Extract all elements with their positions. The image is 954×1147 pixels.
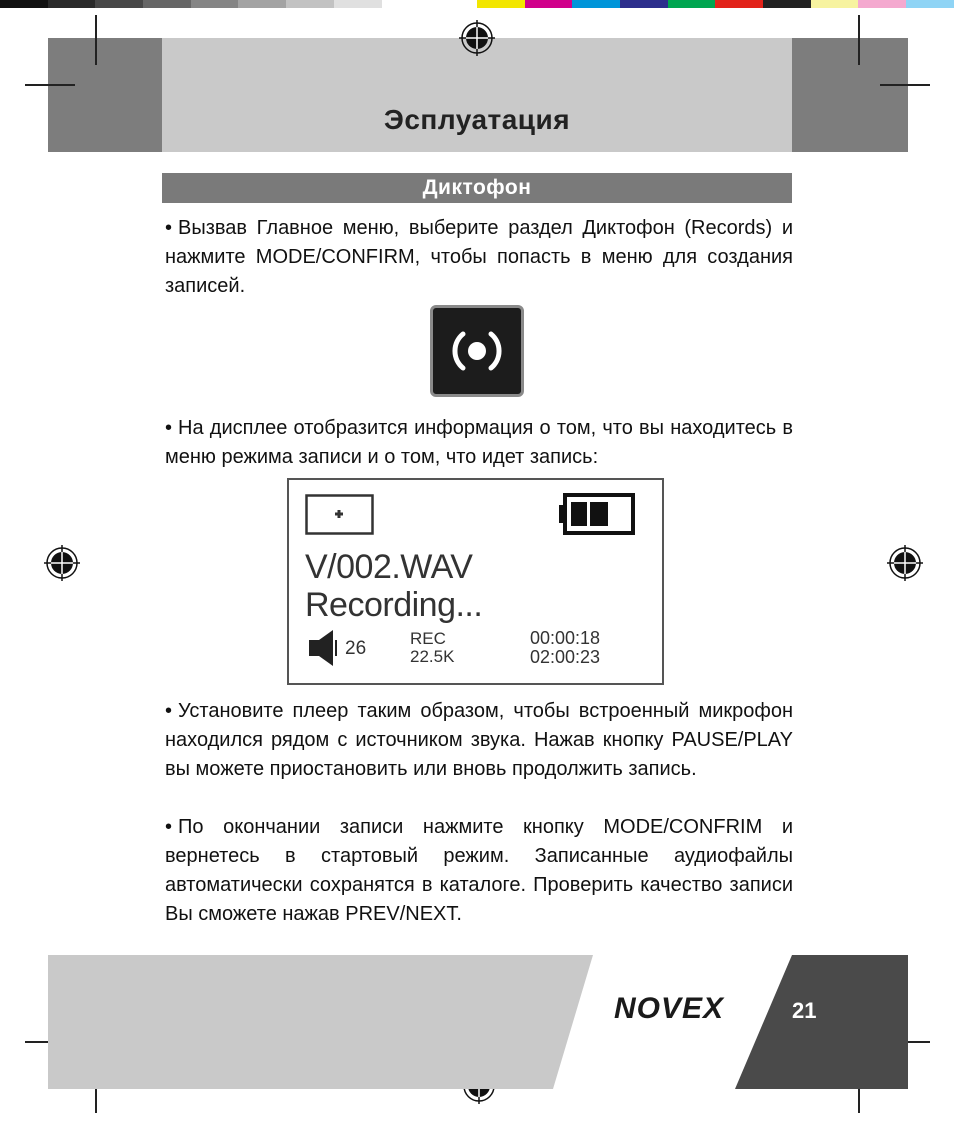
calibration-swatch [429, 0, 477, 8]
calibration-swatch [477, 0, 525, 8]
registration-mark-icon [457, 18, 497, 58]
speaker-icon [307, 628, 341, 668]
calibration-swatch [668, 0, 716, 8]
calibration-swatch [0, 0, 48, 8]
calibration-swatch [334, 0, 382, 8]
lcd-rec-label: REC [410, 629, 446, 648]
lcd-size: 22.5K [410, 647, 455, 666]
lcd-status: Recording... [305, 586, 483, 624]
header-right-block [792, 38, 908, 152]
bullet: • [165, 417, 173, 439]
lcd-recording-screen [287, 478, 664, 685]
paragraph-position-player [165, 697, 793, 784]
section-heading: Диктофон [162, 173, 792, 203]
calibration-swatch [525, 0, 573, 8]
paragraph-text: Вызвав Главное меню, выберите раздел Диктофон (Records) и нажмите MODE/CONFIRM, чтобы попасть в меню для создания записей. [165, 217, 793, 297]
calibration-swatch [858, 0, 906, 8]
calibration-swatch [572, 0, 620, 8]
paragraph-text: По окончании записи нажмите кнопку MODE/CONFRIM и вернетесь в стартовый режим. Записанные аудиофайлы автоматически сохранятся в каталоге. Проверить качество записи Вы сможете нажав PREV/NEXT. [165, 816, 793, 925]
footer-right-band [735, 955, 908, 1089]
color-calibration-strip [0, 0, 954, 8]
calibration-swatch [382, 0, 430, 8]
registration-mark-icon [885, 543, 925, 583]
folder-icon [305, 494, 375, 536]
bullet: • [165, 816, 173, 838]
calibration-swatch [143, 0, 191, 8]
header-left-block [48, 38, 162, 152]
lcd-elapsed-time: 00:00:18 [530, 628, 601, 648]
calibration-swatch [286, 0, 334, 8]
crop-mark [880, 84, 930, 86]
crop-mark [95, 15, 97, 65]
calibration-swatch [620, 0, 668, 8]
calibration-swatch [48, 0, 96, 8]
paragraph-select-records [165, 214, 793, 301]
page-title: Эсплуатация [383, 104, 571, 135]
calibration-swatch [238, 0, 286, 8]
calibration-swatch [191, 0, 239, 8]
crop-mark [25, 84, 75, 86]
calibration-swatch [811, 0, 859, 8]
calibration-swatch [95, 0, 143, 8]
paragraph-display-info [165, 414, 793, 472]
calibration-swatch [715, 0, 763, 8]
lcd-filename: V/002.WAV [305, 548, 473, 586]
registration-mark-icon [42, 543, 82, 583]
paragraph-finish-recording [165, 813, 793, 929]
crop-mark [858, 15, 860, 65]
paragraph-text: Установите плеер таким образом, чтобы встроенный микрофон находился рядом с источником звука. Нажав кнопку PAUSE/PLAY вы можете приостановить или вновь продолжить запись. [165, 700, 793, 780]
battery-icon [557, 492, 639, 538]
brand-logo: NOVEX [614, 992, 725, 1025]
footer-left-band [48, 955, 608, 1089]
bullet: • [165, 700, 173, 722]
lcd-volume: 26 [345, 638, 367, 659]
lcd-remaining-time: 02:00:23 [530, 647, 601, 667]
calibration-swatch [763, 0, 811, 8]
records-icon [430, 305, 524, 397]
page-number: 21 [792, 998, 817, 1023]
bullet: • [165, 217, 173, 239]
paragraph-text: На дисплее отобразится информация о том, что вы находитесь в меню режима записи и о том, что идет запись: [165, 417, 793, 468]
calibration-swatch [906, 0, 954, 8]
